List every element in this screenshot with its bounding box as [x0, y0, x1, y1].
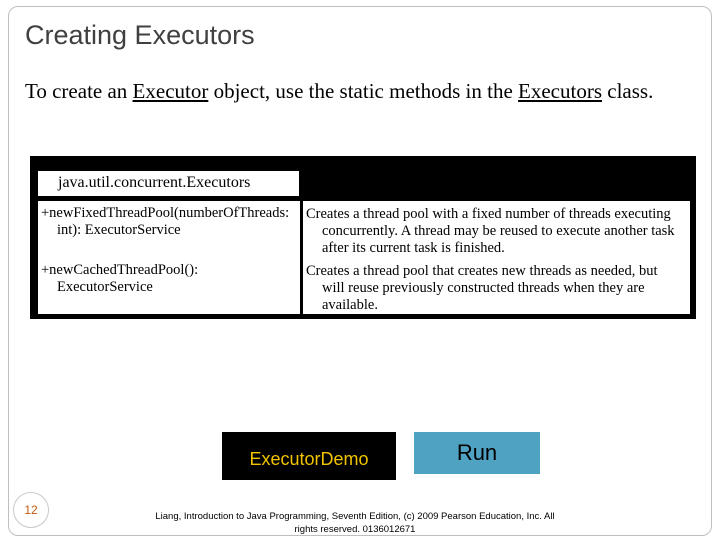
- desc-line: concurrently. A thread may be reused to execute another task: [322, 223, 675, 239]
- uml-desc-cached: [306, 263, 688, 314]
- executor-demo-button[interactable]: ExecutorDemo: [222, 432, 396, 480]
- desc-line: Creates a thread pool with a fixed number of threads executing: [306, 206, 671, 222]
- copyright-footer: [140, 510, 570, 536]
- desc-line: after its current task is finished.: [322, 240, 505, 256]
- uml-methods-box: [38, 201, 300, 314]
- footer-line: rights reserved. 0136012671: [294, 524, 416, 535]
- uml-desc-fixed: [306, 206, 688, 257]
- executors-link[interactable]: Executors: [518, 79, 603, 103]
- page-number: 12: [13, 492, 49, 528]
- run-button[interactable]: Run: [414, 432, 540, 474]
- method-signature-line: ExecutorService: [57, 279, 153, 295]
- uml-class-name: java.util.concurrent.Executors: [38, 171, 299, 196]
- intro-paragraph: [25, 78, 695, 104]
- slide-title: Creating Executors: [25, 20, 255, 50]
- intro-text-2: object, use the static methods in the: [208, 79, 519, 103]
- desc-line: available.: [322, 297, 378, 313]
- intro-text-3: class.: [602, 79, 654, 103]
- intro-text-1: To create an: [25, 79, 133, 103]
- uml-method-fixed: [41, 205, 289, 239]
- desc-line: Creates a thread pool that creates new threads as needed, but: [306, 263, 658, 279]
- method-signature-line: int): ExecutorService: [57, 222, 181, 238]
- uml-method-cached: [41, 262, 198, 296]
- footer-line: Liang, Introduction to Java Programming, Seventh Edition, (c) 2009 Pearson Education, Inc. All: [155, 511, 555, 522]
- method-signature-line: +newFixedThreadPool(numberOfThreads:: [41, 205, 290, 221]
- uml-descriptions-box: [303, 201, 690, 314]
- desc-line: will reuse previously constructed threads when they are: [322, 280, 645, 296]
- executor-link[interactable]: Executor: [132, 79, 209, 103]
- method-signature-line: +newCachedThreadPool():: [41, 262, 199, 278]
